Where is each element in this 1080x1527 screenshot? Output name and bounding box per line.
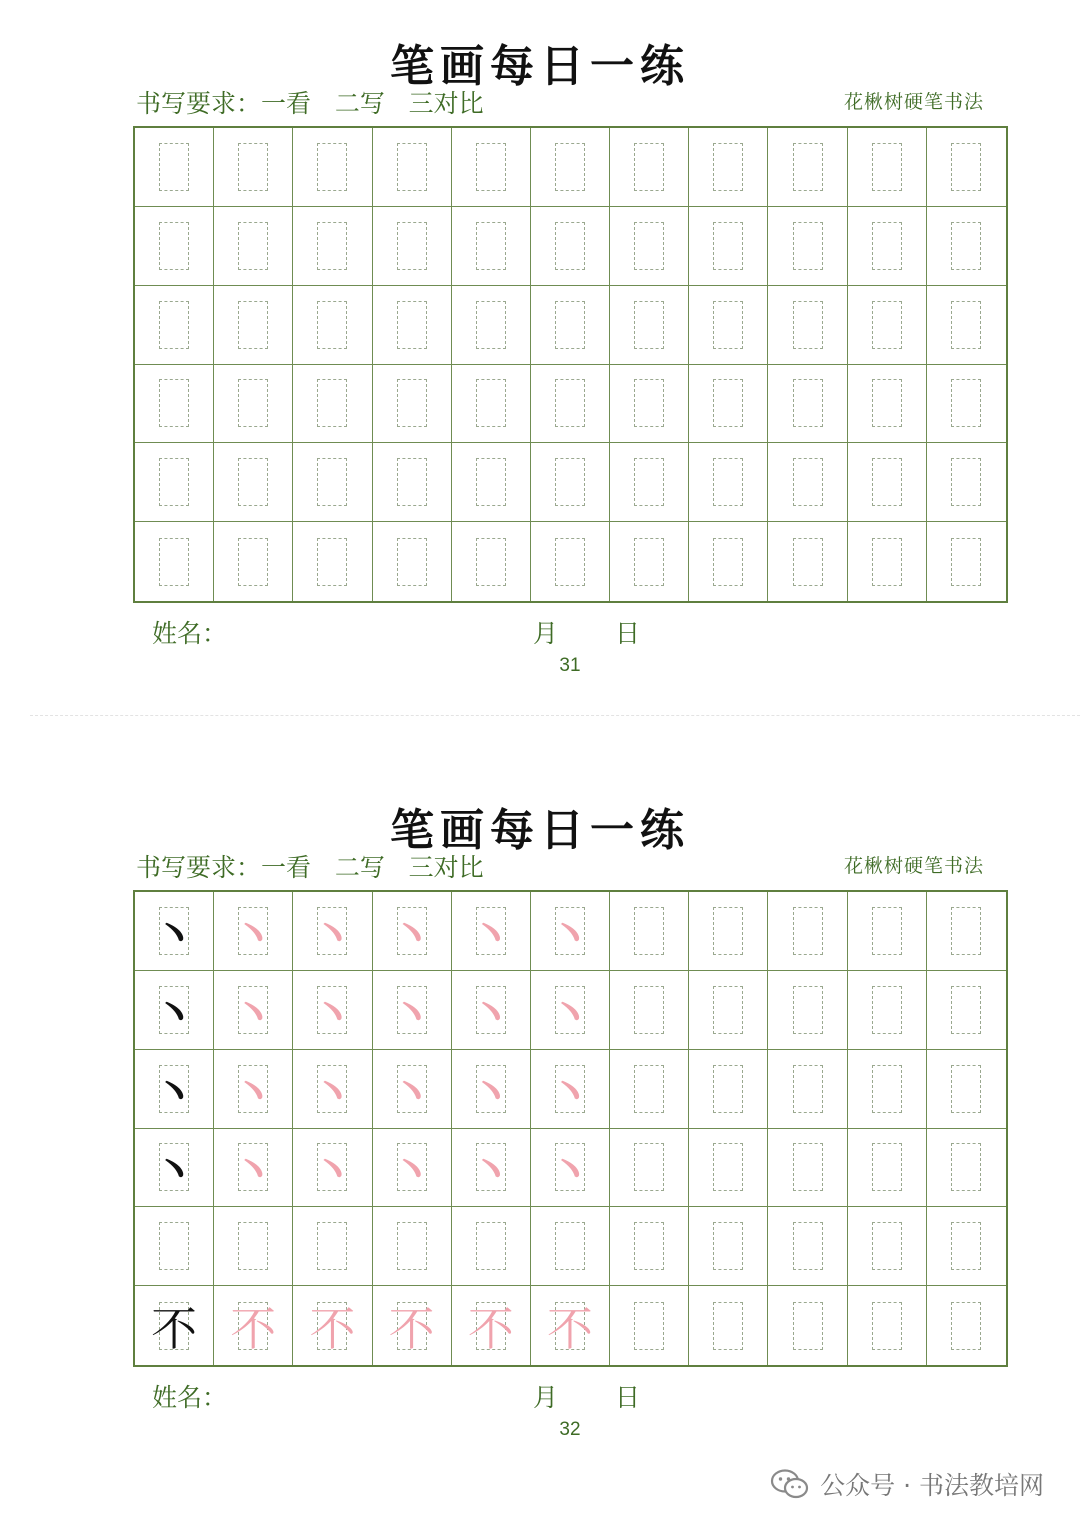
dashed-guide-box: [872, 222, 902, 270]
practice-cell: [531, 443, 610, 522]
practice-cell: [531, 1207, 610, 1286]
dashed-guide-box: [951, 301, 981, 349]
practice-cell: [610, 522, 689, 601]
dashed-guide-box: [793, 143, 823, 191]
practice-cell: [689, 1129, 768, 1208]
sheet-title: 笔画每日一练: [390, 805, 690, 856]
dashed-guide-box: [159, 222, 189, 270]
practice-cell: [689, 971, 768, 1050]
practice-cell: [135, 207, 214, 286]
dashed-guide-box: [317, 379, 347, 427]
dashed-guide-box: [793, 379, 823, 427]
dashed-guide-box: [634, 1143, 664, 1191]
practice-cell: [848, 1286, 927, 1365]
practice-cell: [293, 1286, 372, 1365]
dashed-guide-box: [872, 1222, 902, 1270]
page-number: 31: [559, 655, 581, 676]
dashed-guide-box: [159, 538, 189, 586]
practice-cell: [214, 128, 293, 207]
dashed-guide-box: [397, 222, 427, 270]
dashed-guide-box: [317, 538, 347, 586]
practice-sheet-2: [0, 764, 1080, 1464]
practice-cell: [531, 207, 610, 286]
practice-cell: [689, 1050, 768, 1129]
dashed-guide-box: [872, 379, 902, 427]
trace-character: 丶: [547, 988, 592, 1040]
dashed-guide-box: [317, 458, 347, 506]
trace-character: 不: [309, 1301, 356, 1356]
practice-cell: [135, 971, 214, 1050]
dashed-guide-box: [713, 222, 743, 270]
practice-cell: [848, 892, 927, 971]
dashed-guide-box: [872, 458, 902, 506]
practice-cell: [214, 1050, 293, 1129]
practice-cell: [927, 892, 1006, 971]
practice-cell: [373, 365, 452, 444]
practice-cell: [848, 1050, 927, 1129]
practice-cell: [214, 443, 293, 522]
practice-cell: [689, 443, 768, 522]
practice-cell: [927, 207, 1006, 286]
dashed-guide-box: [476, 301, 506, 349]
practice-cell: [531, 1129, 610, 1208]
trace-character: 丶: [310, 909, 355, 961]
dashed-guide-box: [951, 538, 981, 586]
practice-cell: [373, 892, 452, 971]
practice-cell: [531, 128, 610, 207]
dashed-guide-box: [238, 538, 268, 586]
dashed-guide-box: [951, 222, 981, 270]
practice-cell: [293, 365, 372, 444]
dashed-guide-box: [159, 458, 189, 506]
practice-cell: [610, 892, 689, 971]
practice-cell: [848, 365, 927, 444]
model-character: 丶: [152, 1067, 197, 1119]
practice-cell: [531, 522, 610, 601]
practice-cell: [452, 286, 531, 365]
practice-cell: [689, 1207, 768, 1286]
practice-cell: [531, 1286, 610, 1365]
practice-cell: [135, 128, 214, 207]
trace-character: 不: [546, 1301, 593, 1356]
practice-cell: [214, 365, 293, 444]
practice-cell: [373, 286, 452, 365]
practice-cell: [768, 207, 847, 286]
practice-cell: [214, 971, 293, 1050]
practice-cell: [689, 207, 768, 286]
practice-cell: [452, 892, 531, 971]
dashed-guide-box: [951, 1302, 981, 1350]
practice-cell: [214, 286, 293, 365]
practice-cell: [293, 892, 372, 971]
dashed-guide-box: [159, 1222, 189, 1270]
practice-cell: [373, 1207, 452, 1286]
trace-character: 丶: [547, 909, 592, 961]
practice-cell: [531, 1050, 610, 1129]
trace-character: 丶: [389, 988, 434, 1040]
practice-cell: [610, 1286, 689, 1365]
writing-requirement: 书写要求：一看 二写 三对比: [136, 853, 484, 882]
practice-cell: [214, 1286, 293, 1365]
practice-cell: [610, 365, 689, 444]
practice-cell: [214, 522, 293, 601]
practice-cell: [927, 522, 1006, 601]
dashed-guide-box: [793, 1143, 823, 1191]
dashed-guide-box: [634, 222, 664, 270]
brand-label: 花楸树硬笔书法: [843, 91, 984, 113]
dashed-guide-box: [713, 1222, 743, 1270]
practice-cell: [689, 286, 768, 365]
dashed-guide-box: [951, 379, 981, 427]
practice-cell: [452, 1207, 531, 1286]
dashed-guide-box: [555, 538, 585, 586]
dashed-guide-box: [555, 379, 585, 427]
practice-cell: [135, 365, 214, 444]
sheet-title: 笔画每日一练: [390, 41, 690, 92]
practice-cell: [452, 128, 531, 207]
practice-cell: [531, 286, 610, 365]
dashed-guide-box: [238, 458, 268, 506]
practice-cell: [293, 1050, 372, 1129]
trace-character: 丶: [310, 988, 355, 1040]
practice-cell: [135, 1286, 214, 1365]
practice-cell: [610, 207, 689, 286]
practice-cell: [214, 1129, 293, 1208]
practice-cell: [452, 207, 531, 286]
practice-cell: [768, 892, 847, 971]
practice-cell: [531, 971, 610, 1050]
trace-character: 丶: [231, 909, 276, 961]
dashed-guide-box: [793, 986, 823, 1034]
practice-cell: [135, 522, 214, 601]
dashed-guide-box: [872, 143, 902, 191]
dashed-guide-box: [872, 1302, 902, 1350]
dashed-guide-box: [397, 538, 427, 586]
practice-cell: [293, 971, 372, 1050]
model-character: 不: [151, 1301, 198, 1356]
dashed-guide-box: [793, 538, 823, 586]
trace-character: 丶: [310, 1146, 355, 1198]
practice-cell: [848, 207, 927, 286]
dashed-guide-box: [951, 986, 981, 1034]
practice-cell: [768, 1207, 847, 1286]
practice-cell: [373, 128, 452, 207]
dashed-guide-box: [238, 1222, 268, 1270]
dashed-guide-box: [951, 1065, 981, 1113]
dashed-guide-box: [476, 1222, 506, 1270]
practice-cell: [135, 443, 214, 522]
dashed-guide-box: [872, 538, 902, 586]
practice-cell: [293, 443, 372, 522]
dashed-guide-box: [793, 907, 823, 955]
practice-cell: [610, 1129, 689, 1208]
dashed-guide-box: [713, 986, 743, 1034]
practice-cell: [293, 1207, 372, 1286]
trace-character: 丶: [468, 1067, 513, 1119]
practice-cell: [373, 971, 452, 1050]
practice-cell: [610, 128, 689, 207]
dashed-guide-box: [951, 907, 981, 955]
practice-cell: [927, 443, 1006, 522]
dashed-guide-box: [634, 1065, 664, 1113]
dashed-guide-box: [476, 458, 506, 506]
day-label: 日: [615, 619, 641, 648]
trace-character: 丶: [389, 1067, 434, 1119]
dashed-guide-box: [555, 458, 585, 506]
dashed-guide-box: [476, 538, 506, 586]
practice-cell: [768, 1129, 847, 1208]
dashed-guide-box: [476, 143, 506, 191]
dashed-guide-box: [634, 379, 664, 427]
dashed-guide-box: [634, 538, 664, 586]
dashed-guide-box: [476, 222, 506, 270]
trace-character: 丶: [468, 1146, 513, 1198]
dashed-guide-box: [397, 143, 427, 191]
dashed-guide-box: [793, 1302, 823, 1350]
wechat-icon: [770, 1468, 810, 1500]
trace-character: 丶: [468, 909, 513, 961]
dashed-guide-box: [317, 1222, 347, 1270]
dashed-guide-box: [317, 143, 347, 191]
practice-cell: [373, 443, 452, 522]
dashed-guide-box: [872, 301, 902, 349]
trace-character: 丶: [389, 909, 434, 961]
dashed-guide-box: [872, 986, 902, 1034]
dashed-guide-box: [555, 222, 585, 270]
practice-cell: [768, 365, 847, 444]
page-number: 32: [559, 1419, 581, 1440]
practice-cell: [848, 128, 927, 207]
practice-cell: [927, 365, 1006, 444]
practice-cell: [452, 971, 531, 1050]
practice-cell: [293, 207, 372, 286]
practice-cell: [848, 971, 927, 1050]
dashed-guide-box: [793, 458, 823, 506]
practice-cell: [452, 1050, 531, 1129]
practice-cell: [768, 443, 847, 522]
practice-cell: [531, 892, 610, 971]
dashed-guide-box: [634, 458, 664, 506]
practice-cell: [373, 1286, 452, 1365]
dashed-guide-box: [159, 301, 189, 349]
watermark-text: 公众号 · 书法教培网: [820, 1471, 1044, 1500]
page-separator: [30, 715, 1080, 716]
dashed-guide-box: [634, 1302, 664, 1350]
practice-cell: [848, 522, 927, 601]
trace-character: 丶: [547, 1146, 592, 1198]
practice-cell: [927, 1286, 1006, 1365]
month-label: 月: [533, 1383, 559, 1412]
dashed-guide-box: [793, 222, 823, 270]
name-label: 姓名：: [152, 1383, 228, 1412]
dashed-guide-box: [634, 1222, 664, 1270]
dashed-guide-box: [872, 1143, 902, 1191]
trace-character: 不: [388, 1301, 435, 1356]
practice-grid: [133, 126, 1008, 603]
practice-cell: [927, 1129, 1006, 1208]
practice-cell: [848, 443, 927, 522]
practice-cell: [373, 1050, 452, 1129]
dashed-guide-box: [238, 379, 268, 427]
practice-cell: [689, 128, 768, 207]
name-label: 姓名：: [152, 619, 228, 648]
model-character: 丶: [152, 909, 197, 961]
practice-cell: [452, 365, 531, 444]
practice-cell: [135, 1207, 214, 1286]
practice-cell: [452, 1286, 531, 1365]
practice-cell: [610, 1207, 689, 1286]
trace-character: 丶: [310, 1067, 355, 1119]
dashed-guide-box: [713, 143, 743, 191]
practice-cell: [135, 892, 214, 971]
dashed-guide-box: [951, 143, 981, 191]
dashed-guide-box: [793, 301, 823, 349]
dashed-guide-box: [634, 143, 664, 191]
practice-cell: [768, 286, 847, 365]
dashed-guide-box: [159, 143, 189, 191]
dashed-guide-box: [793, 1222, 823, 1270]
practice-cell: [452, 1129, 531, 1208]
practice-cell: [848, 1129, 927, 1208]
dashed-guide-box: [713, 907, 743, 955]
trace-character: 不: [230, 1301, 277, 1356]
practice-cell: [373, 522, 452, 601]
practice-cell: [768, 971, 847, 1050]
practice-cell: [135, 286, 214, 365]
dashed-guide-box: [555, 301, 585, 349]
practice-cell: [768, 1050, 847, 1129]
dashed-guide-box: [634, 986, 664, 1034]
dashed-guide-box: [238, 143, 268, 191]
dashed-guide-box: [951, 458, 981, 506]
writing-requirement: 书写要求：一看 二写 三对比: [136, 89, 484, 118]
dashed-guide-box: [397, 301, 427, 349]
dashed-guide-box: [713, 301, 743, 349]
practice-cell: [214, 1207, 293, 1286]
practice-cell: [610, 971, 689, 1050]
practice-cell: [373, 1129, 452, 1208]
dashed-guide-box: [238, 301, 268, 349]
day-label: 日: [615, 1383, 641, 1412]
dashed-guide-box: [476, 379, 506, 427]
dashed-guide-box: [397, 458, 427, 506]
practice-cell: [135, 1129, 214, 1208]
practice-cell: [689, 1286, 768, 1365]
practice-cell: [689, 522, 768, 601]
trace-character: 丶: [231, 988, 276, 1040]
trace-character: 丶: [231, 1146, 276, 1198]
dashed-guide-box: [634, 907, 664, 955]
practice-cell: [452, 522, 531, 601]
dashed-guide-box: [317, 301, 347, 349]
dashed-guide-box: [397, 1222, 427, 1270]
practice-cell: [214, 892, 293, 971]
dashed-guide-box: [555, 1222, 585, 1270]
practice-cell: [293, 1129, 372, 1208]
dashed-guide-box: [713, 1143, 743, 1191]
practice-cell: [452, 443, 531, 522]
practice-cell: [531, 365, 610, 444]
trace-character: 丶: [389, 1146, 434, 1198]
practice-cell: [373, 207, 452, 286]
trace-character: 丶: [231, 1067, 276, 1119]
practice-cell: [768, 522, 847, 601]
practice-cell: [927, 286, 1006, 365]
practice-cell: [927, 1050, 1006, 1129]
dashed-guide-box: [713, 1065, 743, 1113]
practice-cell: [927, 1207, 1006, 1286]
model-character: 丶: [152, 988, 197, 1040]
practice-cell: [848, 1207, 927, 1286]
trace-character: 丶: [468, 988, 513, 1040]
practice-cell: [689, 365, 768, 444]
dashed-guide-box: [317, 222, 347, 270]
dashed-guide-box: [713, 458, 743, 506]
trace-character: 丶: [547, 1067, 592, 1119]
practice-cell: [768, 128, 847, 207]
dashed-guide-box: [793, 1065, 823, 1113]
trace-character: 不: [467, 1301, 514, 1356]
practice-cell: [214, 207, 293, 286]
dashed-guide-box: [713, 379, 743, 427]
dashed-guide-box: [713, 538, 743, 586]
practice-cell: [293, 286, 372, 365]
practice-cell: [293, 522, 372, 601]
dashed-guide-box: [951, 1143, 981, 1191]
model-character: 丶: [152, 1146, 197, 1198]
practice-grid: [133, 890, 1008, 1367]
dashed-guide-box: [634, 301, 664, 349]
practice-sheet-1: [0, 0, 1080, 700]
dashed-guide-box: [713, 1302, 743, 1350]
dashed-guide-box: [872, 907, 902, 955]
dashed-guide-box: [872, 1065, 902, 1113]
dashed-guide-box: [238, 222, 268, 270]
practice-cell: [927, 971, 1006, 1050]
brand-label: 花楸树硬笔书法: [843, 855, 984, 877]
practice-cell: [768, 1286, 847, 1365]
watermark: [770, 1466, 1044, 1502]
practice-cell: [610, 286, 689, 365]
dashed-guide-box: [555, 143, 585, 191]
dashed-guide-box: [397, 379, 427, 427]
practice-cell: [927, 128, 1006, 207]
practice-cell: [293, 128, 372, 207]
practice-cell: [848, 286, 927, 365]
month-label: 月: [533, 619, 559, 648]
practice-cell: [610, 443, 689, 522]
practice-cell: [689, 892, 768, 971]
practice-cell: [135, 1050, 214, 1129]
dashed-guide-box: [951, 1222, 981, 1270]
dashed-guide-box: [159, 379, 189, 427]
practice-cell: [610, 1050, 689, 1129]
